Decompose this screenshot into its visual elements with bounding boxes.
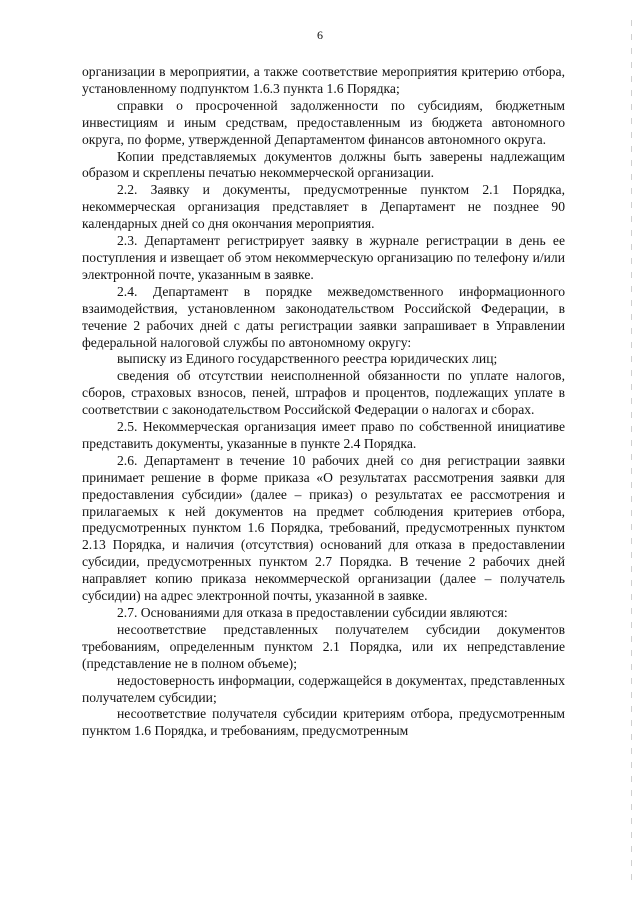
paragraph: недостоверность информации, содержащейся в документах, представленных получателем субсидии; xyxy=(82,672,565,705)
paragraph: справки о просроченной задолженности по субсидиям, бюджетным инвестициям и иным средствам, предоставленным из бюджета автономного округа, по форме, утвержденной Департаментом финансов автономного округа. xyxy=(82,97,565,147)
scan-edge-artifact xyxy=(631,20,632,880)
paragraph: 2.6. Департамент в течение 10 рабочих дней со дня регистрации заявки принимает решение в форме приказа «О результатах рассмотрения заявки для предоставления субсидии» (далее – приказ) о результатах ее рассмотрения и прилагаемых к ней документов на предмет соблюдения критериев отбора, предусмотренных пунктом 1.6 Порядка, требований, предусмотренных пунктом 2.13 Порядка, и наличия (отсутствия) оснований для отказа в предоставлении субсидии, предусмотренных пунктом 2.7 Порядка. В течение 2 рабочих дней направляет копию приказа некоммерческой организации (далее – получатель субсидии) на адрес электронной почты, указанной в заявке. xyxy=(82,452,565,604)
document-body xyxy=(82,64,565,740)
paragraph: 2.4. Департамент в порядке межведомственного информационного взаимодействия, установленном законодательством Российской Федерации, в течение 2 рабочих дней с даты регистрации заявки запрашивает в Управлении федеральной налоговой службы по автономному округу: xyxy=(82,283,565,350)
paragraph: несоответствие получателя субсидии критериям отбора, предусмотренным пунктом 1.6 Порядка, и требованиям, предусмотренным xyxy=(82,706,565,739)
paragraph: несоответствие представленных получателем субсидии документов требованиям, определенным пунктом 2.1 Порядка, или их непредставление (представление не в полном объеме); xyxy=(82,621,565,671)
paragraph: сведения об отсутствии неисполненной обязанности по уплате налогов, сборов, страховых взносов, пеней, штрафов и процентов, подлежащих уплате в соответствии с законодательством Российской Федерации о налогах и сборах. xyxy=(82,368,565,418)
paragraph: 2.7. Основаниями для отказа в предоставлении субсидии являются: xyxy=(117,605,508,620)
paragraph: 2.3. Департамент регистрирует заявку в журнале регистрации в день ее поступления и извещает об этом некоммерческую организацию по телефону и/или электронной почте, указанным в заявке. xyxy=(82,233,565,282)
paragraph: организации в мероприятии, а также соответствие мероприятия критерию отбора, установленному подпунктом 1.6.3 пункта 1.6 Порядка; xyxy=(82,64,565,96)
paragraph: 2.5. Некоммерческая организация имеет право по собственной инициативе представить документы, указанные в пункте 2.4 Порядка. xyxy=(82,419,565,451)
paragraph: 2.2. Заявку и документы, предусмотренные пунктом 2.1 Порядка, некоммерческая организация представляет в Департамент не позднее 90 календарных дней со дня окончания мероприятия. xyxy=(82,182,565,232)
paragraph: Копии представляемых документов должны быть заверены надлежащим образом и скреплены печатью некоммерческой организации. xyxy=(82,148,565,181)
page-number: 6 xyxy=(317,28,323,42)
paragraph: выписку из Единого государственного реестра юридических лиц; xyxy=(117,351,498,367)
